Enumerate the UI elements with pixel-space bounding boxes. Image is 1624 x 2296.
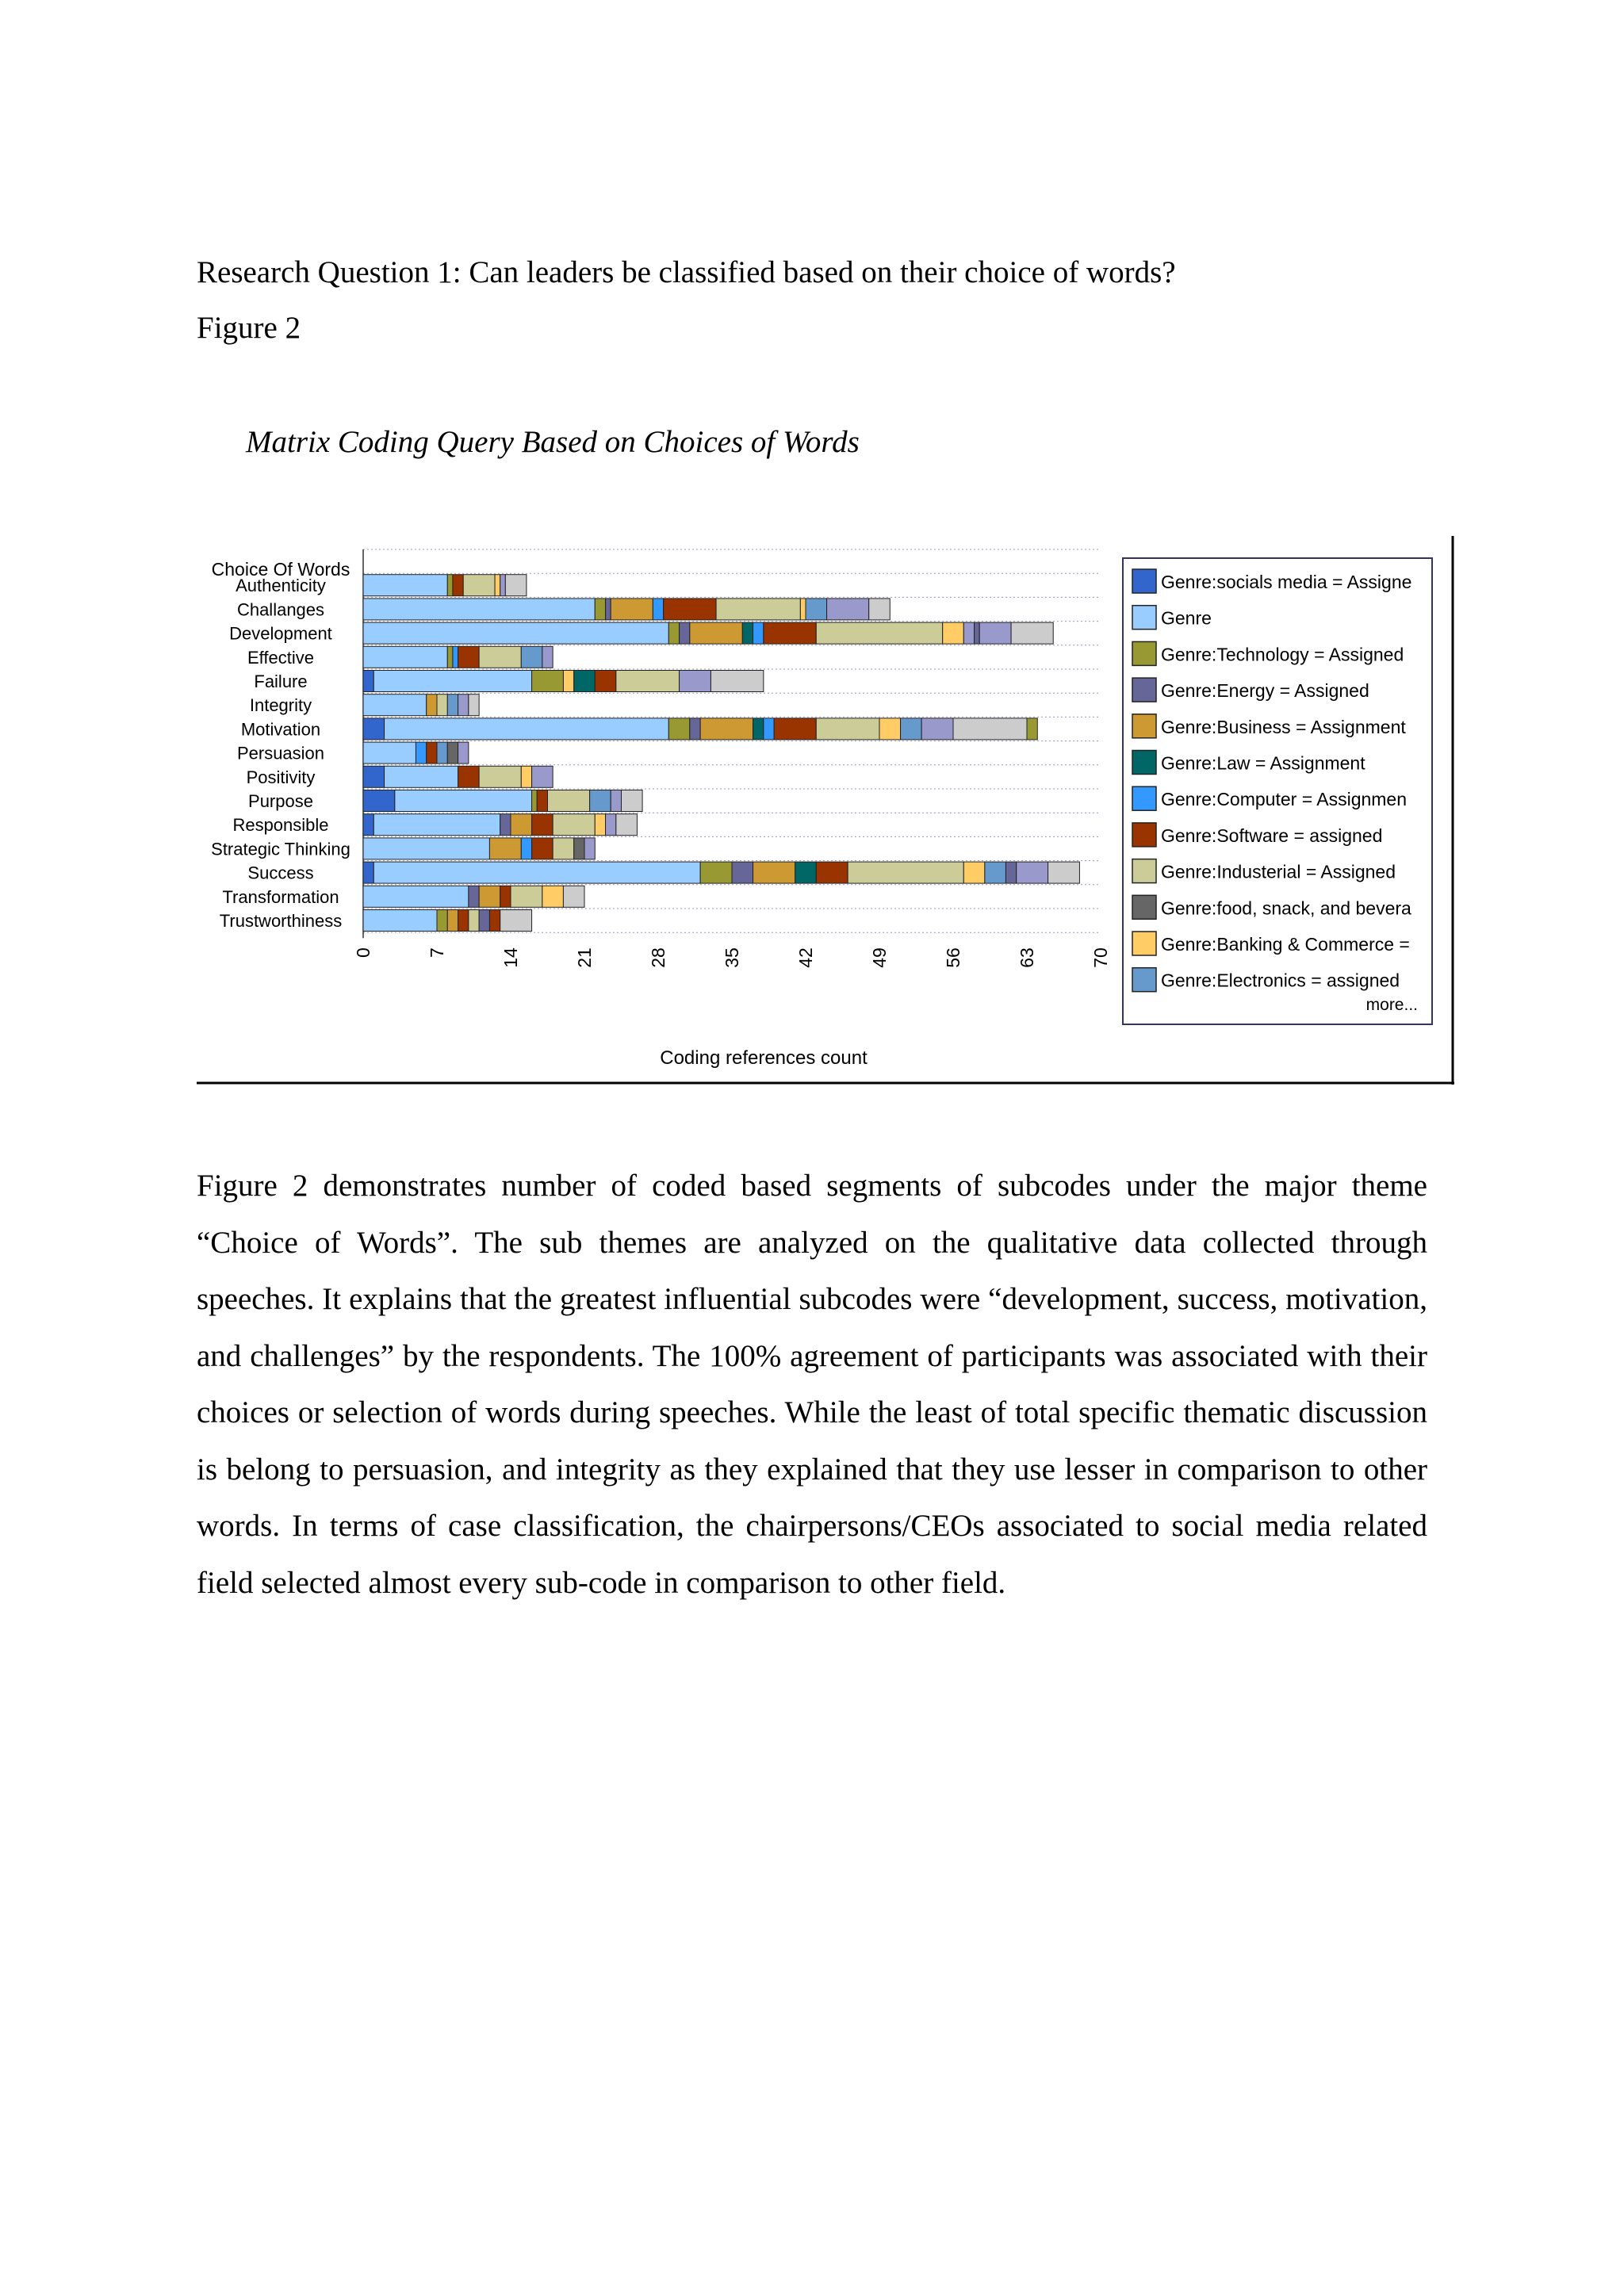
stacked-bar-chart [197, 536, 1454, 1085]
legend-label: Genre:Electronics = assigned [1161, 970, 1400, 991]
legend-label: Genre:Law = Assignment [1161, 752, 1365, 774]
legend-label: Genre:socials media = Assigne [1161, 572, 1412, 592]
bar-segment [532, 766, 553, 787]
legend-more-link[interactable]: more... [1365, 996, 1418, 1014]
bar-segment [511, 886, 542, 907]
category-label: Trustworthiness [219, 911, 343, 931]
legend-swatch [1132, 678, 1156, 702]
legend-swatch [1132, 823, 1156, 847]
bar-segment [816, 622, 942, 644]
bar-segment [1005, 862, 1016, 883]
bar-segment [363, 599, 595, 620]
x-tick-label: 0 [353, 947, 373, 958]
bar-segment [542, 646, 553, 668]
bar-segment [563, 671, 573, 692]
bar-segment [753, 862, 795, 883]
x-tick-label: 21 [574, 947, 595, 968]
bar-segment [505, 575, 527, 596]
legend-label: Genre:food, snack, and bevera [1161, 897, 1411, 919]
bar-segment [943, 622, 964, 644]
bar-segment [710, 671, 763, 692]
category-label: Positivity [246, 767, 316, 787]
bar-segment [616, 814, 638, 836]
bar-segment [363, 718, 385, 740]
bar-segment [806, 599, 827, 620]
category-label: Authenticity [236, 576, 326, 596]
x-tick-label: 49 [869, 947, 890, 968]
bar-segment [437, 742, 447, 763]
bar-segment [447, 695, 458, 716]
bar-segment [373, 862, 700, 883]
bar-segment [363, 671, 373, 692]
bar-segment [700, 718, 753, 740]
bar-segment [664, 599, 716, 620]
x-axis-label: Coding references count [660, 1047, 868, 1069]
category-labels [211, 576, 350, 931]
x-tick-label: 63 [1017, 947, 1037, 968]
bar-segment [732, 862, 753, 883]
bar-segment [479, 886, 500, 907]
bar-segment [447, 910, 458, 932]
bar-segment [827, 599, 869, 620]
bar-segment [532, 671, 564, 692]
bar-segment [363, 695, 427, 716]
bar-segment [363, 838, 489, 859]
bar-segment [668, 622, 679, 644]
x-tick-label: 28 [648, 947, 668, 968]
legend-swatch [1132, 968, 1156, 992]
bar-segment [463, 575, 495, 596]
bar-segment [363, 622, 668, 644]
bar-segment [363, 886, 469, 907]
bar-segment [680, 622, 690, 644]
bar-segment [458, 766, 480, 787]
body-paragraph: Figure 2 demonstrates number of coded based segments of subcodes under the major theme “Choice of Words”. The sub themes are analyzed on the qualitative data collected through speeches. It explains that the greatest influential subcodes were “development, success, motivation, and challenges” by the respondents. The 100% agreement of participants was associated with their choices or selection of words during speeches. While the least of total specific thematic discussion is belong to persuasion, and integrity as they explained that they use lesser in comparison to other words. In terms of case classification, the chairpersons/CEOs associated to social media related field selected almost every sub-code in comparison to other field. [197, 1169, 1427, 1600]
bar-segment [495, 575, 500, 596]
x-tick-labels [353, 947, 1111, 968]
legend-label: Genre [1161, 607, 1212, 629]
bar-segment [500, 910, 532, 932]
legend-swatch [1132, 786, 1156, 810]
bar-segment [800, 599, 806, 620]
bar-segment [489, 838, 521, 859]
bar-segment [622, 790, 643, 812]
bar-segment [416, 742, 426, 763]
bar-segment [595, 599, 605, 620]
bar-segment [447, 646, 453, 668]
bar-segment [690, 622, 742, 644]
bar-segment [363, 646, 447, 668]
bar-segment [764, 622, 816, 644]
legend-swatch [1132, 895, 1156, 919]
bar-segment [616, 671, 680, 692]
legend-swatch [1132, 569, 1156, 593]
category-label: Motivation [240, 719, 321, 740]
bar-segment [953, 718, 1027, 740]
bar-segment [653, 599, 663, 620]
bar-segment [979, 622, 1011, 644]
bar-segment [500, 814, 511, 836]
bar-segment [521, 838, 531, 859]
bar-segment [385, 766, 458, 787]
bar-segment [500, 575, 506, 596]
bar-segment [385, 718, 669, 740]
legend-label: Genre:Business = Assignment [1161, 716, 1406, 737]
category-label: Purpose [248, 791, 313, 811]
x-tick-label: 35 [722, 947, 742, 968]
bar-segment [975, 622, 980, 644]
legend-swatch [1132, 641, 1156, 665]
bar-segment [574, 671, 596, 692]
bar-segment [447, 742, 458, 763]
legend-label: Genre:Energy = Assigned [1161, 680, 1369, 702]
bar-segment [963, 862, 985, 883]
bar-segment [553, 838, 574, 859]
bar-segment [542, 886, 564, 907]
bar-segment [700, 862, 732, 883]
bar-segment [869, 599, 891, 620]
category-label: Strategic Thinking [211, 839, 350, 859]
legend-swatch [1132, 606, 1156, 629]
bar-segment [668, 718, 690, 740]
bar-segment [690, 718, 700, 740]
bar-segment [469, 910, 479, 932]
bar-segment [373, 671, 531, 692]
category-label: Effective [247, 647, 314, 668]
x-tick-label: 42 [795, 947, 816, 968]
category-label: Development [229, 623, 332, 644]
bar-segment [590, 790, 611, 812]
bar-segment [611, 599, 653, 620]
bar-segment [363, 742, 416, 763]
legend-label: Genre:Technology = Assigned [1161, 644, 1404, 665]
legend-label: Genre:Computer = Assignmen [1161, 789, 1408, 810]
bar-segment [985, 862, 1006, 883]
bar-segment [458, 910, 469, 932]
legend-swatch [1132, 932, 1156, 955]
bar-segment [427, 742, 437, 763]
bar-segment [848, 862, 963, 883]
bar-segment [511, 814, 532, 836]
figure-title: Matrix Coding Query Based on Choices of Words [246, 425, 860, 459]
bar-segment [595, 671, 616, 692]
bar-segment [548, 790, 590, 812]
x-tick-label: 14 [500, 947, 521, 968]
bar-segment [521, 766, 531, 787]
bar-segment [753, 622, 764, 644]
bar-segment [363, 766, 385, 787]
bar-segment [479, 910, 489, 932]
bar-segment [437, 910, 447, 932]
bar-segment [574, 838, 584, 859]
category-label: Transformation [222, 886, 339, 907]
bar-segment [453, 646, 458, 668]
bar-segment [606, 814, 616, 836]
bar-segment [901, 718, 922, 740]
bar-segment [363, 862, 373, 883]
bar-segment [447, 575, 453, 596]
bar-segment [611, 790, 621, 812]
bar-segment [774, 718, 816, 740]
legend-swatch [1132, 751, 1156, 775]
bar-segment [816, 718, 879, 740]
bar-segment [532, 814, 553, 836]
figure-label: Figure 2 [197, 311, 301, 345]
bar-segment [1011, 622, 1053, 644]
bar-segment [532, 790, 538, 812]
x-tick-label: 56 [943, 947, 963, 968]
legend-label: Genre:Banking & Commerce = [1161, 934, 1410, 955]
bar-segment [395, 790, 532, 812]
bar-segment [1048, 862, 1080, 883]
bar-segment [479, 646, 521, 668]
bar-segment [921, 718, 953, 740]
bar-segment [584, 838, 595, 859]
bar-segment [606, 599, 611, 620]
bar-segment [469, 695, 479, 716]
bar-segment [363, 814, 373, 836]
y-axis-header: Choice Of Words [211, 559, 350, 580]
bar-segment [716, 599, 800, 620]
x-tick-label: 70 [1090, 947, 1111, 968]
bar-segment [595, 814, 605, 836]
bar-segment [469, 886, 479, 907]
legend-swatch [1132, 714, 1156, 738]
bar-segment [553, 814, 595, 836]
bar-segment [1027, 718, 1037, 740]
bar-segment [453, 575, 463, 596]
bar-segment [680, 671, 711, 692]
bar-segment [521, 646, 542, 668]
category-label: Integrity [249, 695, 312, 716]
bar-segment [363, 790, 395, 812]
bar-segment [500, 886, 511, 907]
bars [363, 575, 1079, 932]
research-question: Research Question 1: Can leaders be classified based on their choice of words? [197, 255, 1176, 289]
bar-segment [373, 814, 500, 836]
bar-segment [489, 910, 500, 932]
figure-container [197, 536, 1454, 1085]
bar-segment [537, 790, 547, 812]
x-tick-label: 7 [427, 947, 447, 958]
category-label: Persuasion [236, 743, 325, 763]
legend-swatch [1132, 859, 1156, 883]
bar-segment [427, 695, 437, 716]
category-label: Responsible [232, 815, 329, 836]
category-label: Failure [254, 672, 308, 691]
bar-segment [1017, 862, 1048, 883]
legend-label: Genre:Industerial = Assigned [1161, 861, 1396, 882]
bar-segment [458, 742, 469, 763]
bar-segment [764, 718, 774, 740]
bar-segment [479, 766, 521, 787]
legend-label: Genre:Software = assigned [1161, 825, 1383, 846]
bar-segment [363, 910, 437, 932]
bar-segment [795, 862, 817, 883]
bar-segment [742, 622, 753, 644]
bar-segment [879, 718, 901, 740]
bar-segment [437, 695, 447, 716]
legend [1123, 558, 1432, 1024]
bar-segment [363, 575, 447, 596]
bar-segment [458, 695, 469, 716]
bar-segment [532, 838, 553, 859]
bar-segment [816, 862, 848, 883]
bar-segment [563, 886, 584, 907]
category-label: Challanges [236, 599, 325, 620]
bar-segment [458, 646, 480, 668]
bar-segment [753, 718, 764, 740]
bar-segment [963, 622, 974, 644]
category-label: Success [247, 863, 314, 883]
